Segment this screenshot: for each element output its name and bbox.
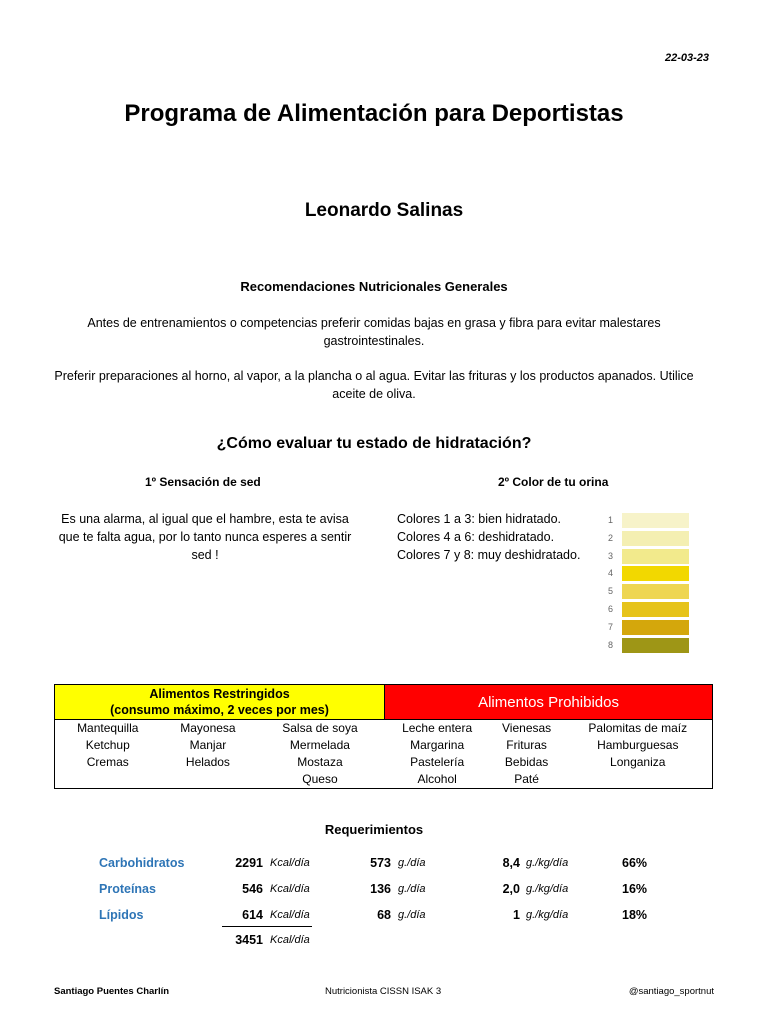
food-row — [55, 720, 713, 738]
requirements-heading: Requerimientos — [324, 822, 424, 837]
percentage-value: 16% — [622, 882, 648, 896]
restricted-foods-header — [55, 685, 385, 720]
grams-unit: g./día — [398, 857, 426, 869]
restricted-food-cell: Mayonesa — [180, 721, 236, 735]
urine-color-swatch — [622, 513, 689, 528]
urine-scale-row — [608, 601, 683, 619]
urine-color-swatch — [622, 566, 689, 581]
paragraph-line: Antes de entrenamientos o competencias preferir comidas bajas en grasa y fibra para evitar malestares — [87, 316, 661, 330]
restricted-food-cell — [55, 771, 161, 789]
urine-color-swatch — [622, 602, 689, 617]
urine-scale-number: 2 — [608, 532, 614, 543]
prohibited-food-cell: Frituras — [506, 738, 547, 752]
prohibited-food-cell: Margarina — [410, 738, 465, 752]
prohibited-food-cell: Leche entera — [402, 721, 473, 735]
prohibited-food-cell: Bebidas — [504, 755, 549, 769]
urine-color-swatch — [622, 549, 689, 564]
urine-color-legend — [397, 510, 580, 564]
kcal-unit: Kcal/día — [270, 934, 310, 946]
restricted-food-cell: Mostaza — [297, 755, 343, 769]
prohibited-food-cell: Alcohol — [385, 771, 490, 789]
restricted-food-cell: Manjar — [189, 738, 227, 752]
color-legend-line: Colores 1 a 3: bien hidratado. — [397, 512, 561, 526]
footer-author: Santiago Puentes Charlín — [54, 986, 170, 997]
patient-name: Leonardo Salinas — [304, 200, 464, 221]
document-date: 22-03-23 — [664, 52, 709, 64]
total-row — [0, 933, 768, 953]
urine-color-heading: 2º Color de tu orina — [498, 475, 609, 489]
prohibited-food-cell: Pastelería — [410, 755, 465, 769]
thirst-heading: 1º Sensación de sed — [145, 475, 261, 489]
foods-table — [54, 684, 713, 789]
recommendation-paragraph-2 — [40, 367, 708, 403]
requirement-row — [0, 908, 768, 928]
restricted-heading-line: Alimentos Restringidos — [149, 687, 290, 701]
food-row — [55, 771, 713, 789]
thirst-line: que te falta agua, por lo tanto nunca esperes a sentir — [58, 530, 352, 544]
grams-value: 573 — [370, 856, 391, 870]
grams-per-kg-unit: g./kg/día — [526, 857, 569, 869]
color-legend-line: Colores 4 a 6: deshidratado. — [397, 530, 555, 544]
footer-handle: @santiago_sportnut — [628, 986, 714, 997]
urine-scale-row — [608, 512, 683, 530]
grams-per-kg-value: 1 — [513, 908, 520, 922]
grams-value: 68 — [377, 908, 391, 922]
grams-unit: g./día — [398, 909, 426, 921]
nutrient-name: Proteínas — [99, 882, 156, 896]
restricted-food-cell: Helados — [185, 755, 230, 769]
urine-scale-number: 8 — [608, 639, 614, 650]
hydration-heading: ¿Cómo evaluar tu estado de hidratación? — [216, 435, 532, 452]
urine-scale-number: 6 — [608, 603, 614, 614]
total-kcal: 3451 — [235, 933, 263, 947]
recommendation-paragraph-1 — [40, 314, 708, 350]
recommendations-heading: Recomendaciones Nutricionales Generales — [240, 279, 508, 294]
food-row — [55, 737, 713, 754]
restricted-food-cell: Mantequilla — [55, 720, 161, 738]
kcal-value: 546 — [242, 882, 263, 896]
grams-per-kg-value: 8,4 — [502, 856, 520, 870]
urine-scale-row — [608, 565, 683, 583]
restricted-heading-line: (consumo máximo, 2 veces por mes) — [110, 703, 329, 717]
urine-color-chart — [608, 512, 683, 654]
thirst-description — [50, 510, 360, 564]
kcal-value: 2291 — [235, 856, 263, 870]
urine-scale-row — [608, 619, 683, 637]
prohibited-food-cell: Paté — [490, 771, 564, 789]
nutrient-name: Lípidos — [99, 908, 144, 922]
urine-scale-number: 3 — [608, 550, 614, 561]
kcal-unit: Kcal/día — [270, 909, 310, 921]
percentage-value: 66% — [622, 856, 648, 870]
urine-color-swatch — [622, 531, 689, 546]
percentage-value: 18% — [622, 908, 648, 922]
thirst-line: sed ! — [191, 548, 219, 562]
urine-color-swatch — [622, 638, 689, 653]
paragraph-line: Preferir preparaciones al horno, al vapor, a la plancha o al agua. Evitar las frituras y los productos apanados. Utilice — [54, 369, 694, 383]
restricted-food-cell: Mermelada — [289, 738, 350, 752]
grams-unit: g./día — [398, 883, 426, 895]
kcal-unit: Kcal/día — [270, 883, 310, 895]
footer-credentials: Nutricionista CISSN ISAK 3 — [325, 986, 442, 997]
grams-per-kg-value: 2,0 — [502, 882, 520, 896]
grams-per-kg-unit: g./kg/día — [526, 883, 569, 895]
prohibited-food-cell — [564, 771, 713, 789]
urine-scale-row — [608, 548, 683, 566]
urine-scale-row — [608, 530, 683, 548]
kcal-value: 614 — [242, 908, 263, 922]
urine-scale-number: 5 — [608, 586, 614, 597]
urine-scale-number: 7 — [608, 621, 614, 632]
requirement-row — [0, 882, 768, 902]
urine-color-swatch — [622, 620, 689, 635]
color-legend-line: Colores 7 y 8: muy deshidratado. — [397, 548, 581, 562]
urine-scale-row — [608, 637, 683, 655]
requirement-row — [0, 856, 768, 876]
urine-scale-number: 1 — [608, 515, 614, 525]
kcal-sum-line — [222, 926, 312, 927]
prohibited-food-cell: Hamburguesas — [564, 737, 713, 754]
restricted-food-cell: Queso — [255, 771, 384, 789]
restricted-food-cell — [161, 771, 256, 789]
restricted-food-cell: Salsa de soya — [282, 721, 358, 735]
restricted-food-cell: Cremas — [55, 754, 161, 771]
prohibited-foods-header: Alimentos Prohibidos — [385, 685, 713, 720]
paragraph-line: aceite de oliva. — [332, 387, 416, 401]
grams-value: 136 — [370, 882, 391, 896]
kcal-unit: Kcal/día — [270, 857, 310, 869]
restricted-food-cell: Ketchup — [55, 737, 161, 754]
thirst-line: Es una alarma, al igual que el hambre, esta te avisa — [61, 512, 349, 526]
paragraph-line: gastrointestinales. — [323, 334, 425, 348]
urine-color-swatch — [622, 584, 689, 599]
food-row — [55, 754, 713, 771]
nutrient-name: Carbohidratos — [99, 856, 185, 870]
page-title: Programa de Alimentación para Deportistas — [124, 100, 624, 127]
prohibited-food-cell: Palomitas de maíz — [564, 720, 713, 738]
urine-scale-row — [608, 583, 683, 601]
grams-per-kg-unit: g./kg/día — [526, 909, 569, 921]
prohibited-food-cell: Vienesas — [502, 721, 552, 735]
prohibited-food-cell: Longaniza — [564, 754, 713, 771]
urine-scale-number: 4 — [608, 568, 614, 579]
